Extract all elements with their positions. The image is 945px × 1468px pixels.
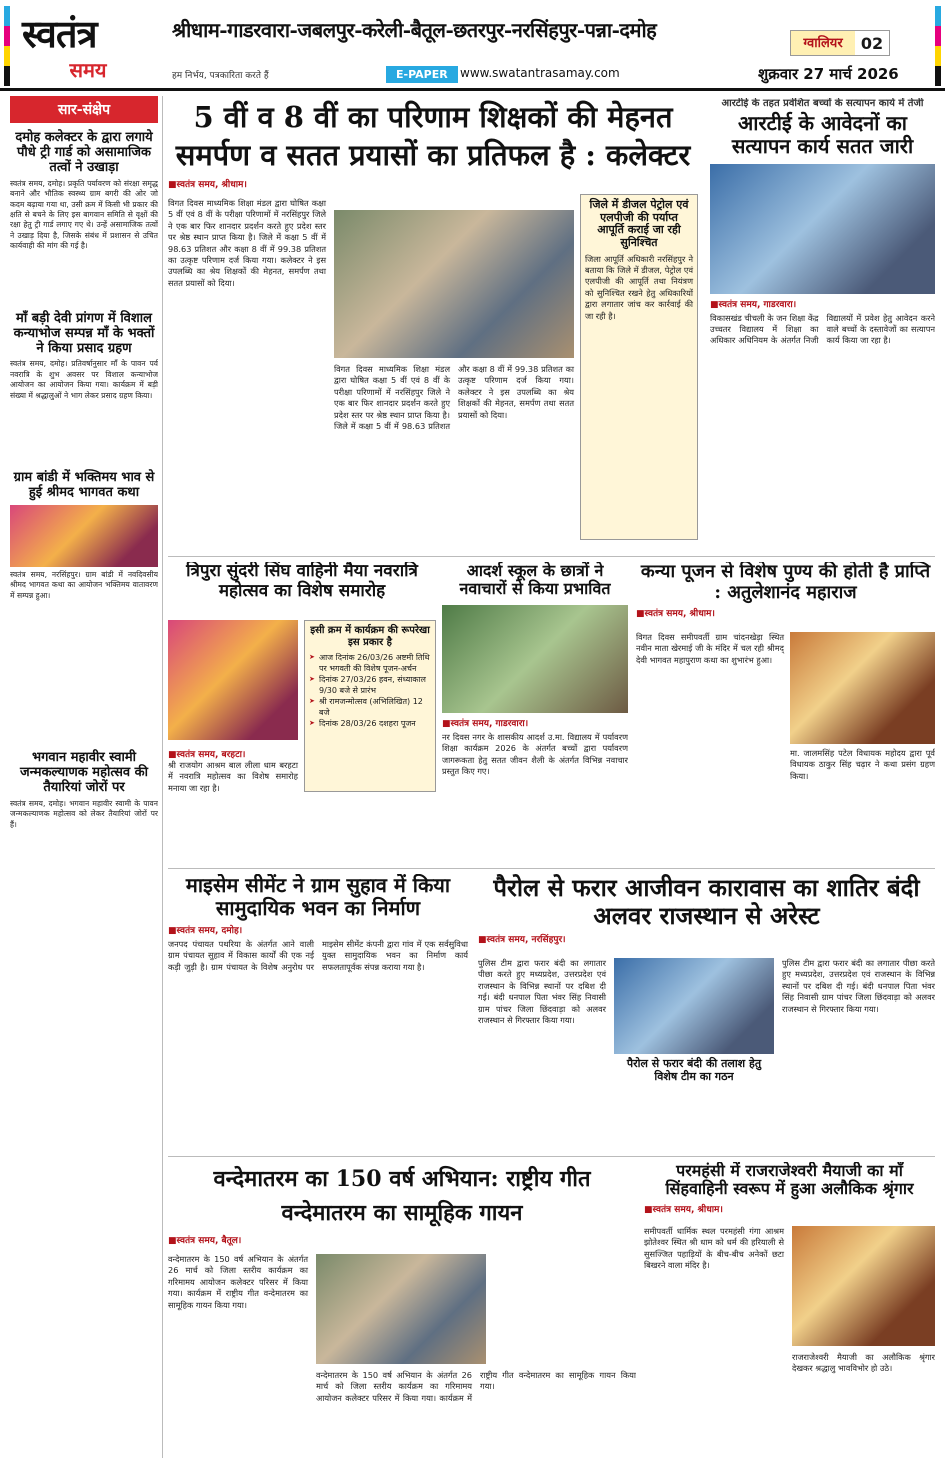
kanya-headline: कन्या पूजन से विशेष पुण्य की होती है प्राप्ति : अतुलेशानंद महाराज — [640, 562, 931, 603]
issue-date: शुक्रवार 27 मार्च 2026 — [758, 65, 899, 83]
tagline: हम निर्भय, पत्रकारिता करते हैं — [172, 71, 269, 81]
kanya-text: विगत दिवस समीपवर्ती ग्राम चांदनखेड़ा स्थित नवीन माता खेरमाई जी के मंदिर में चल रही श्रीमद् देवी भागवत महापुराण कथा का शुभारंभ हुआ। — [636, 632, 784, 665]
brief-item[interactable] — [10, 312, 158, 401]
adarsh-byline: ■ स्वतंत्र समय, गाडरवारा। — [442, 716, 628, 729]
kanya-photo-caption: मा. जालमसिंह पटेल विधायक महोदय द्वारा पूर्व विधायक ठाकुर सिंह चढ़ार ने कथा प्रसंग ग्रहण किया। — [790, 748, 935, 781]
adarsh-text: नर दिवस नगर के शासकीय आदर्श उ.मा. विद्यालय में पर्यावरण शिक्षा कार्यक्रम 2026 के अंतर्गत बच्चों द्वारा पर्यावरण जागरूकता हेतु सतत जीवन शैली के अंतर्गत विभिन्न नवाचार प्रस्तुत किए गए। — [442, 731, 628, 776]
sidebar-heading: सार-संक्षेप — [10, 96, 158, 123]
schedule-item: ➤ आज दिनांक 26/03/26 अष्टमी तिथि पर भगवती की विशेष पूजन-अर्चन — [309, 652, 431, 674]
rte-photo — [710, 164, 935, 294]
lead-article[interactable] — [168, 98, 698, 550]
vande-photo — [316, 1254, 486, 1364]
rte-text: विकासखंड चीचली के जन शिक्षा केंद्र उच्चतर विद्यालय में शिक्षा का अधिकार अधिनियम के अंतर्गत निजी विद्यालयों में प्रवेश हेतु आवेदन करने वाले बच्चों के दस्तावेजों का सत्यापन कार्य किया जा रहा है। — [710, 312, 935, 346]
epaper-badge[interactable]: E-PAPER — [386, 66, 458, 83]
tripura-photo — [168, 620, 298, 740]
parole-article[interactable] — [478, 874, 935, 1150]
color-bar-left — [4, 6, 10, 86]
brief-title: दमोह कलेक्टर के द्वारा लगाये पौधे ट्री गार्ड को असामाजिक तत्वों ने उखाड़ा — [15, 130, 153, 175]
rte-article[interactable] — [710, 98, 935, 550]
parole-text-continued: पुलिस टीम द्वारा फरार बंदी का लगातार पीछा करते हुए मध्यप्रदेश, उत्तरप्रदेश एवं राजस्थान के विभिन्न स्थानों पर दबिश दी गई। बंदी धनपाल पिता भंवर सिंह निवासी ग्राम पांचर जिला छिंदवाड़ा को अलवर राजस्थान से गिरफ्तार किया गया। — [782, 958, 935, 1014]
brief-text: स्वतंत्र समय, दमोह। भगवान महावीर स्वामी के पावन जन्मकल्याणक महोत्सव को लेकर तैयारियां जोरों पर हैं। — [10, 799, 158, 829]
lead-text-continued: विगत दिवस माध्यमिक शिक्षा मंडल द्वारा घोषित कक्षा 5 वीं एवं 8 वीं के परीक्षा परिणामों में नरसिंहपुर जिले ने एक बार फिर शानदार प्रदर्शन करते हुए प्रदेश स्तर पर श्रेष्ठ स्थान प्राप्त किया है। जिले में कक्षा 5 वीं में 98.63 प्रतिशत और कक्षा 8 वीं में 99.38 प्रतिशत का उत्कृष्ट परिणाम दर्ज किया गया। कलेक्टर ने इस उपलब्धि का श्रेय शिक्षकों की मेहनत, समर्पण तथा सतत प्रयासों को दिया। — [334, 364, 574, 432]
parole-photo — [614, 958, 774, 1054]
kanya-article[interactable] — [636, 562, 935, 862]
brief-text: स्वतंत्र समय, नरसिंहपुर। ग्राम बांडी में नवदिवसीय श्रीमद भागवत कथा का आयोजन भक्तिमय वातावरण में सम्पन्न हुआ। — [10, 569, 158, 600]
column-divider — [162, 96, 163, 1458]
vande-article[interactable] — [168, 1162, 636, 1458]
edition-city: ग्वालियर — [791, 31, 855, 55]
tripura-headline: त्रिपुरा सुंदरी सिंघ वाहिनी मैया नवरात्रि महोत्सव का विशेष समारोह — [186, 562, 418, 601]
rte-kicker: आरटीई के तहत प्रवेशित बच्चों के सत्यापन कार्य में तेजी — [721, 98, 924, 109]
tripura-byline: ■ स्वतंत्र समय, बरहटा। — [168, 747, 245, 760]
vande-headline: वन्देमातरम का 150 वर्ष अभियान: राष्ट्रीय गीत वन्देमातरम का सामूहिक गायन — [213, 1166, 591, 1226]
brief-title: माँ बड़ी देवी प्रांगण में विशाल कन्याभोज सम्पन्न माँ के भक्तों ने किया प्रसाद ग्रहण — [13, 310, 155, 356]
masthead-rule — [0, 88, 945, 91]
adarsh-photo — [442, 605, 628, 713]
brief-item[interactable] — [10, 471, 158, 601]
page-number: 02 — [860, 33, 884, 53]
brief-text: स्वतंत्र समय, दमोह। प्रतिवर्षानुसार माँ के पावन पर्व नवरात्रि के शुभ अवसर पर विशाल कन्याभोज आयोजन का आयोजन किया गया। कार्यक्रम में बड़ी संख्या में श्रद्धालुओं ने भाग लेकर प्रसाद ग्रहण किया। — [10, 359, 158, 400]
section-divider — [168, 1156, 935, 1157]
brief-photo — [10, 505, 158, 567]
schedule-item: ➤ दिनांक 28/03/26 दशहरा पूजन — [309, 718, 431, 729]
brief-item[interactable] — [10, 751, 158, 830]
paramhansi-photo — [792, 1226, 935, 1346]
section-divider — [168, 556, 935, 557]
rte-byline: ■ स्वतंत्र समय, गाडरवारा। — [710, 297, 935, 310]
edition-badge — [790, 30, 890, 56]
brief-title: भगवान महावीर स्वामी जन्मकल्याणक महोत्सव की तैयारियां जोरों पर — [20, 750, 148, 796]
lead-headline: 5 वीं व 8 वीं का परिणाम शिक्षकों की मेहनत समर्पण व सतत प्रयासों का प्रतिफल है : कलेक्टर — [175, 100, 691, 172]
masthead — [0, 0, 945, 90]
kanya-byline: ■ स्वतंत्र समय, श्रीधाम। — [636, 606, 935, 619]
lead-byline: ■ स्वतंत्र समय, श्रीधाम। — [168, 177, 698, 190]
mycem-article[interactable] — [168, 874, 468, 1150]
brief-title: ग्राम बांडी में भक्तिमय भाव से हुई श्रीमद भागवत कथा — [13, 470, 155, 501]
color-bar-right — [935, 6, 941, 86]
parole-text: पुलिस टीम द्वारा फरार बंदी का लगातार पीछा करते हुए मध्यप्रदेश, उत्तरप्रदेश एवं राजस्थान के विभिन्न स्थानों पर दबिश दी गई। बंदी धनपाल पिता भंवर सिंह निवासी ग्राम पांचर जिला छिंदवाड़ा को अलवर राजस्थान से गिरफ्तार किया गया। — [478, 958, 606, 1026]
paramhansi-byline: ■ स्वतंत्र समय, श्रीधाम। — [644, 1202, 935, 1215]
fuel-supply-box[interactable] — [580, 194, 698, 540]
vande-byline: ■ स्वतंत्र समय, बैतूल। — [168, 1233, 636, 1246]
schedule-item: ➤ श्री रामजन्मोत्सव (अभिलिखित) 12 बजे — [309, 696, 431, 718]
website-url[interactable]: www.swatantrasamay.com — [460, 66, 620, 80]
newspaper-logo[interactable] — [22, 11, 154, 84]
schedule-item: ➤ दिनांक 27/03/26 हवन, संध्याकाल 9/30 बजे से प्रारंभ — [309, 674, 431, 696]
parole-headline: पैरोल से फरार आजीवन कारावास का शातिर बंदी अलवर राजस्थान से अरेस्ट — [493, 874, 920, 930]
tripura-schedule-box — [304, 620, 436, 792]
fuel-headline: जिले में डीजल पेट्रोल एवं एलपीजी की पर्याप्त आपूर्ति कराई जा रही सुनिश्चित — [589, 198, 689, 249]
paramhansi-article[interactable] — [644, 1162, 935, 1458]
tripura-article[interactable] — [168, 562, 436, 862]
paramhansi-text: समीपवर्ती धार्मिक स्थल परमहंसी गंगा आश्रम झोतेश्वर स्थित श्री धाम को धर्म की हरियाली से सुसज्जित पहाड़ियों के बीच-बीच अनेकों छटा बिखरने वाला मंदिर है। — [644, 1226, 784, 1271]
mycem-headline: माइसेम सीमेंट ने ग्राम सुहाव में किया सामुदायिक भवन का निर्माण — [185, 874, 451, 920]
adarsh-headline: आदर्श स्कूल के छात्रों ने नवाचारों से किया प्रभावित — [459, 562, 611, 599]
fuel-text: जिला आपूर्ति अधिकारी नरसिंहपुर ने बताया कि जिले में डीजल, पेट्रोल एवं एलपीजी की आपूर्ति तथा नियंत्रण को सुनिश्चित रखने हेतु अधिकारियों द्वारा लगातार जांच कर कार्रवाई की जा रही है। — [585, 253, 693, 321]
tripura-text: श्री राजयोग आश्रम बाल लीला धाम बरहटा में नवरात्रि महोत्सव का विशेष समारोह मनाया जा रहा है। — [168, 760, 298, 793]
sidebar-briefs — [10, 96, 158, 1458]
logo-subtitle: समय — [69, 58, 107, 82]
section-divider — [168, 868, 935, 869]
logo-title: स्वतंत्र — [22, 11, 97, 56]
vande-text: वन्देमातरम के 150 वर्ष अभियान के अंतर्गत 26 मार्च को जिला स्तरीय कार्यक्रम का गरिमामय आयोजन कलेक्टर परिसर में किया गया। कार्यक्रम में राष्ट्रीय गीत वन्देमातरम का सामूहिक गायन किया गया। — [168, 1254, 308, 1310]
adarsh-article[interactable] — [442, 562, 628, 862]
kanya-photo — [790, 632, 935, 744]
vande-text-continued: वन्देमातरम के 150 वर्ष अभियान के अंतर्गत 26 मार्च को जिला स्तरीय कार्यक्रम का गरिमामय आयोजन कलेक्टर परिसर में किया गया। कार्यक्रम में राष्ट्रीय गीत वन्देमातरम का सामूहिक गायन किया गया। — [316, 1370, 636, 1403]
mycem-text: जनपद पंचायत पथरिया के अंतर्गत आने वाली ग्राम पंचायत सुहाव में विकास कार्यों की एक नई कड़ी जुड़ी है। ग्राम पंचायत के विशेष अनुरोध पर माइसेम सीमेंट कंपनी द्वारा गांव में एक सर्वसुविधा युक्त सामुदायिक भवन का निर्माण कार्य सफलतापूर्वक संपन्न कराया गया है। — [168, 939, 468, 972]
paramhansi-photo-caption: राजराजेश्वरी मैयाजी का अलौकिक श्रृंगार देखकर श्रद्धालु भावविभोर हो उठे। — [792, 1352, 935, 1374]
mycem-byline: ■ स्वतंत्र समय, दमोह। — [168, 923, 468, 936]
brief-item[interactable] — [10, 131, 158, 252]
parole-byline: ■ स्वतंत्र समय, नरसिंहपुर। — [478, 932, 935, 945]
rte-headline: आरटीई के आवेदनों का सत्यापन कार्य सतत जारी — [731, 110, 914, 158]
paramhansi-headline: परमहंसी में राजराजेश्वरी मैयाजी का माँ सिंहवाहिनी स्वरूप में हुआ अलौकिक श्रृंगार — [665, 1162, 914, 1199]
schedule-list — [309, 652, 431, 729]
schedule-title: इसी क्रम में कार्यक्रम की रूपरेखा इस प्रकार है — [310, 625, 430, 648]
lead-photo — [334, 210, 574, 358]
brief-text: स्वतंत्र समय, दमोह। प्रकृति पर्यावरण को संरक्षा समृद्ध बनाने और भौतिक स्वस्थ्य ग्राम बगरी की ओर जो कदम बढ़ाया गया था, उसी क्रम में किसी भी प्रकार की क्षति से बचने के लिए इस बागवान समिति से वृक्षों की रक्षा हेतु ट्री गार्ड लगाए गए थे। उन्हें असामाजिक तत्वों ने उखाड़ दिया है, जिसके संबंध में प्रशासन से उचित कार्यवाही की मांग की गई है। — [10, 178, 158, 251]
parole-photo-caption: पैरोल से फरार बंदी की तलाश हेतु विशेष टीम का गठन — [626, 1057, 762, 1083]
edition-routes: श्रीधाम-गाडरवारा-जबलपुर-करेली-बैतूल-छतरपुर-नरसिंहपुर-पन्ना-दमोह — [172, 18, 657, 42]
lead-text: विगत दिवस माध्यमिक शिक्षा मंडल द्वारा घोषित कक्षा 5 वीं एवं 8 वीं के परीक्षा परिणामों में नरसिंहपुर जिले ने एक बार फिर शानदार प्रदर्शन करते हुए प्रदेश स्तर पर श्रेष्ठ स्थान प्राप्त किया है। जिले में कक्षा 5 वीं में 98.63 प्रतिशत और कक्षा 8 वीं में 99.38 प्रतिशत का उत्कृष्ट परिणाम दर्ज किया गया। कलेक्टर ने इस उपलब्धि का श्रेय शिक्षकों की मेहनत, समर्पण तथा सतत प्रयासों को दिया। — [168, 198, 326, 288]
